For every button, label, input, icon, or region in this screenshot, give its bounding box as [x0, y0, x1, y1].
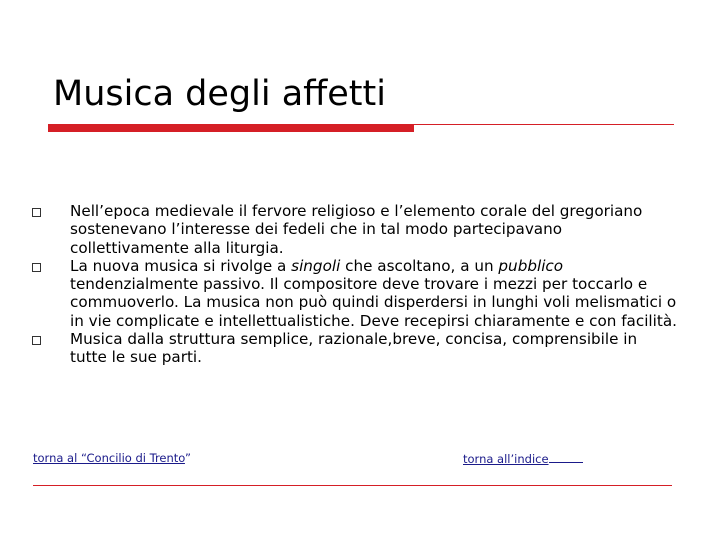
title-underline-thin	[414, 124, 674, 125]
square-bullet-icon	[32, 263, 41, 272]
square-bullet-icon	[32, 336, 41, 345]
bullet-item	[28, 257, 678, 330]
link-suffix: ”	[184, 451, 191, 465]
bullet-text-italic: singoli	[291, 256, 341, 275]
bullet-text-part: tendenzialmente passivo. Il compositore deve trovare i mezzi per toccarlo e commuoverlo. La musica non può quindi disperdersi in lunghi voli melismatici o in vie complicate e intellettualistiche. Deve recepirsi chiaramente e con facilità.	[70, 275, 677, 330]
back-to-index-link-line	[463, 451, 583, 466]
title-underline-thick	[48, 124, 414, 132]
bullet-text-italic: pubblico	[498, 256, 564, 275]
index-link[interactable]: torna all’indice	[463, 452, 549, 466]
bullet-text	[70, 257, 678, 330]
square-bullet-icon	[32, 208, 41, 217]
slide-title: Musica degli affetti	[53, 74, 386, 114]
link-prefix[interactable]: torna al “	[33, 451, 87, 465]
bullet-text: Musica dalla struttura semplice, razionale,breve, concisa, comprensibile in tutte le sue parti.	[70, 330, 638, 367]
bullet-text-part: che ascoltano, a un	[340, 256, 499, 275]
council-of-trent-link[interactable]: Concilio di Trento	[86, 451, 185, 465]
slide-body	[28, 202, 678, 367]
bullet-text: Nell’epoca medievale il fervore religioso e l’elemento corale del gregoriano sostenevano l’interesse dei fedeli che in tal modo partecipavano collettivamente alla liturgia.	[70, 202, 643, 257]
bullet-text-part: La nuova musica si rivolge a	[70, 256, 292, 275]
bullet-item	[28, 330, 678, 367]
link-trailing-underline	[549, 451, 583, 463]
footer-divider	[33, 485, 672, 486]
bullet-item	[28, 202, 678, 257]
back-to-council-link-line	[33, 451, 191, 465]
